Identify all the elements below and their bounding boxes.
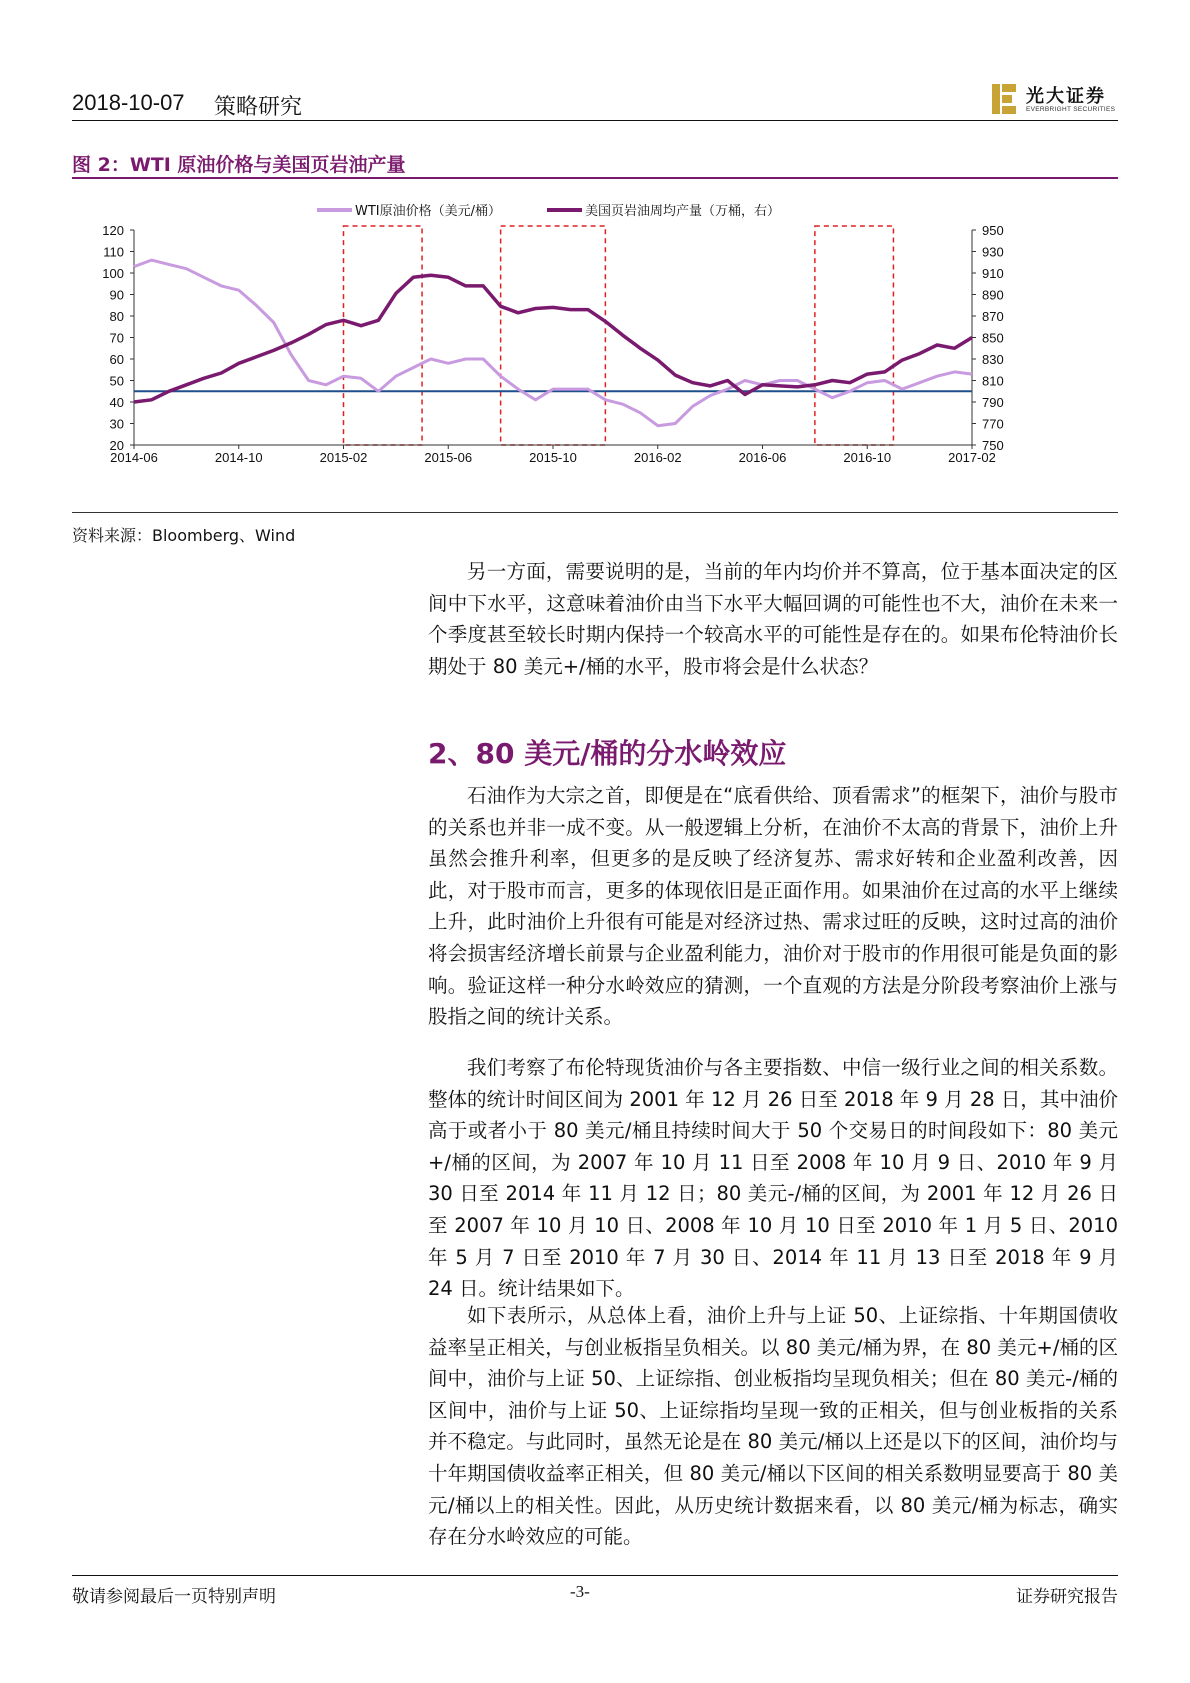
wti-shale-chart: [72, 190, 1118, 510]
right-tick-label: 830: [982, 352, 1004, 367]
figure-source: 资料来源：Bloomberg、Wind: [72, 526, 296, 545]
paragraph-1: 另一方面，需要说明的是，当前的年内均价并不算高，位于基本面决定的区间中下水平，这意味着油价由当下水平大幅回调的可能性也不大，油价在未来一个季度甚至较长时期内保持一个较高水平的可能性是存在的。如果布伦特油价长期处于 80 美元+/桶的水平，股市将会是什么状态？: [428, 560, 1118, 678]
footer-report-type: 证券研究报告: [1016, 1587, 1118, 1607]
footer-disclaimer: 敬请参阅最后一页特别声明: [72, 1587, 276, 1607]
x-tick-label: 2015-06: [424, 450, 473, 465]
x-tick-label: 2016-06: [738, 450, 787, 465]
figure-title: 图 2：WTI 原油价格与美国页岩油产量: [72, 154, 406, 176]
right-tick-label: 770: [982, 416, 1004, 432]
section-heading: 2、80 美元/桶的分水岭效应: [428, 737, 787, 770]
company-logo: [990, 82, 1120, 118]
right-tick-label: 930: [982, 244, 1004, 260]
highlight-box: [815, 226, 894, 445]
right-tick-label: 810: [982, 373, 1004, 389]
left-tick-label: 30: [109, 416, 124, 432]
paragraph-2: 石油作为大宗之首，即便是在“底看供给、顶看需求”的框架下，油价与股市的关系也并非一成不变。从一般逻辑上分析，在油价不太高的背景下，油价上升虽然会推升利率，但更多的是反映了经济复苏、需求好转和企业盈利改善，因此，对于股市而言，更多的体现依旧是正面作用。如果油价在过高的水平上继续上升，此时油价上升很有可能是对经济过热、需求过旺的反映，这时过高的油价将会损害经济增长前景与企业盈利能力，油价对于股市的作用很可能是负面的影响。验证这样一种分水岭效应的猜测，一个直观的方法是分阶段考察油价上涨与股指之间的统计关系。: [428, 784, 1118, 1029]
x-tick-label: 2015-02: [319, 450, 368, 465]
right-tick-label: 910: [982, 266, 1004, 281]
figure-top-rule: [72, 177, 1118, 179]
right-tick-label: 870: [982, 309, 1004, 324]
legend-label-wti: WTI原油价格（美元/桶）: [355, 204, 502, 219]
page-number: -3-: [570, 1582, 590, 1601]
logo-mark-icon: [990, 82, 1020, 116]
x-tick-label: 2015-10: [529, 450, 577, 465]
left-tick-label: 40: [109, 395, 124, 410]
shale-output-line: [134, 275, 972, 402]
logo-text-cn: 光大证券: [1026, 86, 1106, 107]
left-tick-label: 50: [109, 373, 124, 389]
legend-label-shale: 美国页岩油周均产量（万桶，右）: [585, 204, 781, 219]
report-date: 2018-10-07: [72, 90, 185, 115]
right-tick-label: 750: [982, 438, 1004, 453]
right-tick-label: 950: [982, 223, 1004, 238]
left-tick-label: 120: [102, 223, 124, 238]
left-tick-label: 20: [109, 438, 124, 453]
chart-axes: [102, 223, 1003, 465]
chart-legend: [317, 203, 780, 219]
footer-divider: [72, 1575, 1118, 1576]
left-tick-label: 110: [103, 244, 124, 260]
x-tick-label: 2016-02: [633, 450, 682, 465]
right-tick-label: 890: [982, 287, 1004, 303]
right-tick-label: 790: [982, 395, 1004, 410]
left-tick-label: 70: [109, 330, 124, 346]
logo-text-en: EVERBRIGHT SECURITIES: [1026, 106, 1116, 113]
highlight-box: [501, 226, 606, 445]
left-tick-label: 100: [102, 266, 124, 281]
paragraph-4: 如下表所示，从总体上看，油价上升与上证 50、上证综指、十年期国债收益率呈正相关，与创业板指呈负相关。以 80 美元/桶为界，在 80 美元+/桶的区间中，油价与上证 50、上证综指、创业板指均呈现负相关；但在 80 美元-/桶的区间中，油价与上证 50、上证综指均呈现一致的正相关，但与创业板指的关系并不稳定。与此同时，虽然无论是在 80 美元/桶以上还是以下的区间，油价均与十年期国债收益率正相关，但 80 美元/桶以下区间的相关系数明显要高于 80 美元/桶以上的相关性。因此，从历史统计数据来看，以 80 美元/桶为标志，确实存在分水岭效应的可能。: [428, 1304, 1118, 1549]
x-tick-label: 2014-06: [110, 450, 158, 465]
x-tick-label: 2014-10: [214, 450, 263, 465]
header-divider: [72, 120, 1118, 121]
report-section: 策略研究: [214, 95, 303, 120]
x-tick-label: 2016-10: [843, 450, 892, 465]
highlight-box: [344, 226, 423, 445]
left-tick-label: 90: [109, 287, 124, 303]
left-tick-label: 80: [109, 309, 124, 324]
series-lines: [134, 260, 972, 426]
highlight-boxes: [344, 226, 894, 445]
paragraph-3: 我们考察了布伦特现货油价与各主要指数、中信一级行业之间的相关系数。整体的统计时间区间为 2001 年 12 月 26 日至 2018 年 9 月 28 日，其中油价高于或者小于 80 美元/桶且持续时间大于 50 个交易日的时间段如下：80 美元+/桶的区间，为 2007 年 10 月 11 日至 2008 年 10 月 9 日、2010 年 9 月 30 日至 2014 年 11 月 12 日；80 美元-/桶的区间，为 2001 年 12 月 26 日至 2007 年 10 月 10 日、2008 年 10 月 10 日至 2010 年 1 月 5 日、2010 年 5 月 7 日至 2010 年 7 月 30 日、2014 年 11 月 13 日至 2018 年 9 月 24 日。统计结果如下。: [428, 1056, 1118, 1301]
x-tick-label: 2017-02: [948, 450, 996, 465]
right-tick-label: 850: [982, 330, 1004, 346]
left-tick-label: 60: [109, 352, 124, 367]
figure-bottom-rule: [72, 512, 1118, 513]
wti-price-line: [134, 260, 972, 426]
